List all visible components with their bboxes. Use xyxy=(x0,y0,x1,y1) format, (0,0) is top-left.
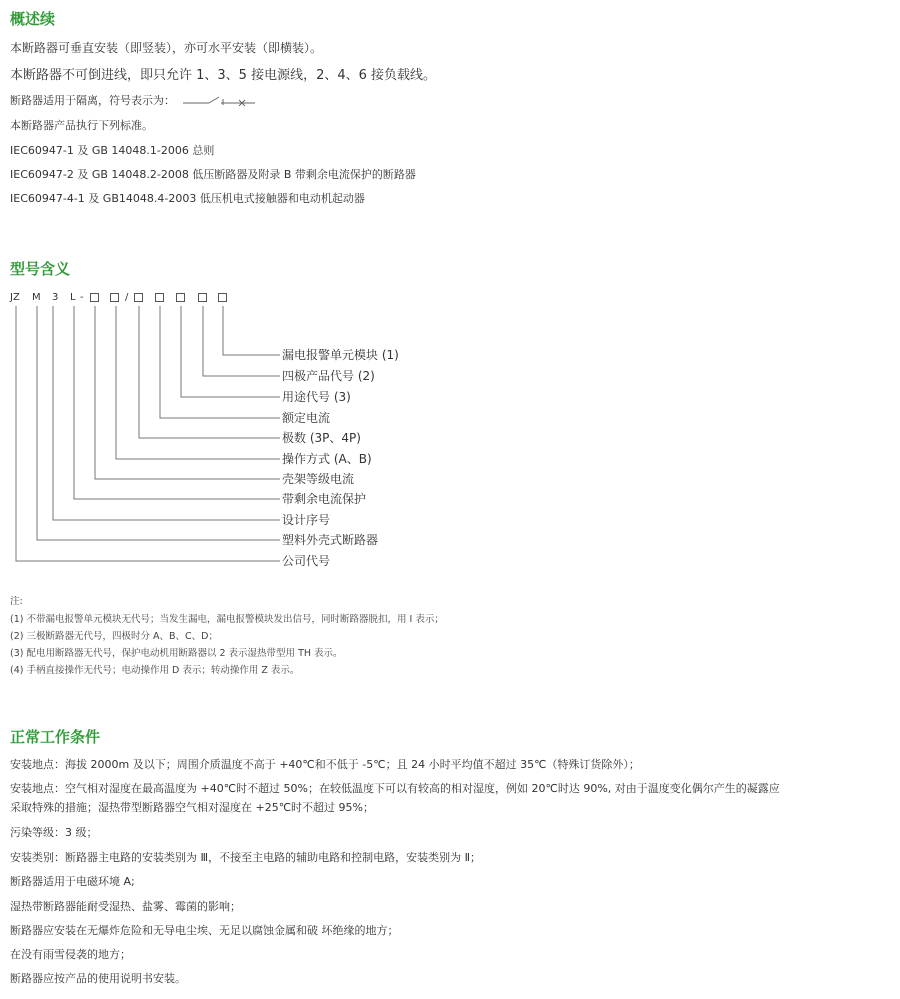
condition-line: 断路器应按产品的使用说明书安装。 xyxy=(10,972,186,985)
code-jz: JZ xyxy=(10,292,20,303)
legend-item: 操作方式 (A、B) xyxy=(282,452,372,466)
legend-item: 用途代号 (3) xyxy=(282,390,351,404)
isolation-line xyxy=(10,92,255,108)
note-item: (3) 配电用断路器无代号，保护电动机用断路器以 2 表示湿热带型用 TH 表示。 xyxy=(10,648,343,659)
condition-line: 安装地点：空气相对湿度在最高温度为 +40℃时不超过 50%；在较低温度下可以有较高的相对湿度，例如 20℃时达 90%, 对由于温度变化偶尔产生的凝露应 xyxy=(10,782,780,795)
overview-line: 本断路器产品执行下列标准。 xyxy=(10,119,153,132)
condition-line: 安装地点：海拔 2000m 及以下；周围介质温度不高于 +40℃和不低于 -5℃；且 24 小时平均值不超过 35℃（特殊订货除外）； xyxy=(10,758,640,771)
legend-item: 壳架等级电流 xyxy=(282,472,355,486)
condition-line: 采取特殊的措施；湿热带型断路器空气相对湿度在 +25℃时不超过 95%； xyxy=(10,801,375,814)
note-item: (2) 三极断路器无代号，四极时分 A、B、C、D； xyxy=(10,631,218,642)
condition-line: 湿热带断路器能耐受湿热、盐雾、霉菌的影响； xyxy=(10,900,241,913)
condition-line: 断路器适用于电磁环境 A; xyxy=(10,875,135,888)
overview-line: 本断路器不可倒进线，即只允许 1、3、5 接电源线，2、4、6 接负载线。 xyxy=(10,68,437,83)
code-dash: - xyxy=(80,292,84,303)
model-heading: 型号含义 xyxy=(10,260,71,278)
code-l: L xyxy=(70,292,76,303)
note-item: (1) 不带漏电报警单元模块无代号；当发生漏电，漏电报警模块发出信号，同时断路器脱扣，用 I 表示； xyxy=(10,614,444,625)
standard-line: IEC60947-2 及 GB 14048.2-2008 低压断路器及附录 B 带剩余电流保护的断路器 xyxy=(10,168,416,181)
condition-line: 断路器应安装在无爆炸危险和无导电尘埃、无足以腐蚀金属和破 坏绝缘的地方； xyxy=(10,924,399,937)
legend-item: 公司代号 xyxy=(282,554,331,568)
legend-item: 带剩余电流保护 xyxy=(282,492,367,506)
legend-item: 漏电报警单元模块 (1) xyxy=(282,348,399,362)
legend-item: 塑料外壳式断路器 xyxy=(282,533,379,547)
conditions-heading: 正常工作条件 xyxy=(10,728,101,746)
notes-title: 注: xyxy=(10,596,23,607)
legend-item: 额定电流 xyxy=(282,411,331,425)
overview-line: 本断路器可垂直安装（即竖装），亦可水平安装（即横装）。 xyxy=(10,41,323,55)
legend-item: 四极产品代号 (2) xyxy=(282,369,375,383)
code-m: M xyxy=(32,292,41,303)
model-connector-lines xyxy=(0,300,290,570)
condition-line: 污染等级：3 级； xyxy=(10,826,98,839)
overview-line: 断路器适用于隔离，符号表示为： xyxy=(10,94,175,107)
legend-item: 设计序号 xyxy=(282,513,331,527)
note-item: (4) 手柄直接操作无代号；电动操作用 D 表示；转动操作用 Z 表示。 xyxy=(10,665,300,676)
code-3: 3 xyxy=(52,292,59,303)
legend-item: 极数 (3P、4P) xyxy=(282,431,361,445)
overview-heading: 概述续 xyxy=(10,10,56,28)
condition-line: 安装类别：断路器主电路的安装类别为 Ⅲ，不接至主电路的辅助电路和控制电路，安装类别为 Ⅱ； xyxy=(10,851,481,864)
standard-line: IEC60947-4-1 及 GB14048.4-2003 低压机电式接触器和电动机起动器 xyxy=(10,192,365,205)
isolator-symbol-icon xyxy=(183,96,255,106)
code-slash: / xyxy=(125,292,129,303)
condition-line: 在没有雨雪侵袭的地方； xyxy=(10,948,131,961)
standard-line: IEC60947-1 及 GB 14048.1-2006 总则 xyxy=(10,144,215,157)
